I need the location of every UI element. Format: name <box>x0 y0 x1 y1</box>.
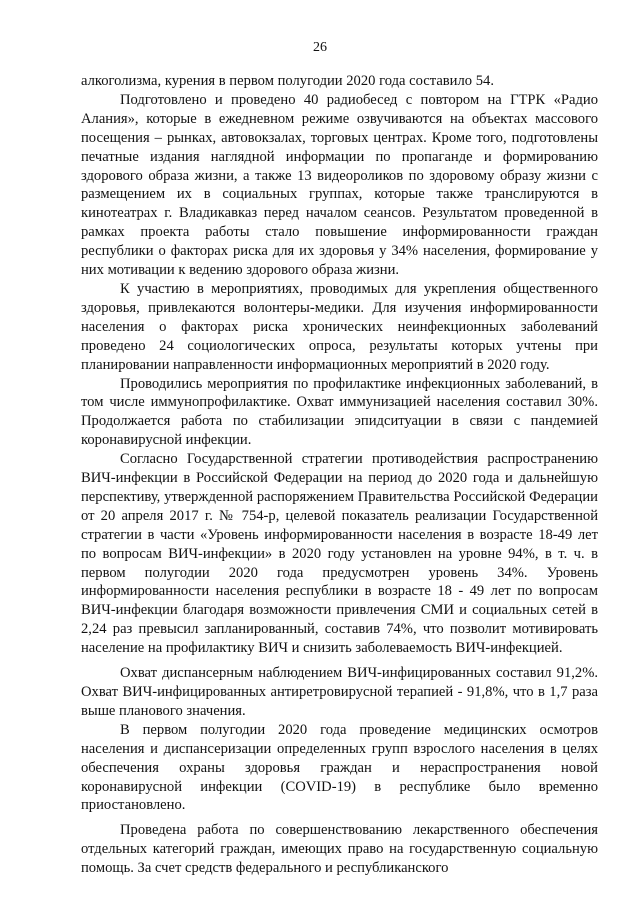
paragraph-radio-talks: Подготовлено и проведено 40 радиобесед с повтором на ГТРК «Радио Алания», которые в ежедневном режиме озвучиваются на объектах массового посещения – рынках, автовокзалах, торговых центрах. Кроме того, подготовлены печатные издания наглядной информации по пропаганде и формированию здорового образа жизни, а также 13 видеороликов по здоровому образу жизни с размещением их в социальных группах, которые также транслируются в кинотеатрах г. Владикавказ перед началом сеансов. Результатом проведенной в рамках проекта работы стало повышение информированности граждан республики о факторах риска для их здоровья у 34% населения, формирование у них мотивации к ведению здорового образа жизни. <box>81 91 598 279</box>
paragraph-infection-prevention: Проводились мероприятия по профилактике инфекционных заболеваний, в том числе иммунопрофилактике. Охват иммунизацией населения составил 30%. Продолжается работа по стабилизации эпидситуации в связи с пандемией коронавирусной инфекции. <box>81 375 598 449</box>
document-body <box>81 72 598 878</box>
page-number: 26 <box>313 40 327 55</box>
paragraph-volunteer-medics: К участию в мероприятиях, проводимых для укрепления общественного здоровья, привлекаются волонтеры-медики. Для изучения информированности населения о факторах риска хронических неинфекционных заболеваний проведено 24 социологических опроса, результаты которых учтены при планировании направленности информационных мероприятий в 2020 году. <box>81 280 598 373</box>
paragraph-hiv-strategy: Согласно Государственной стратегии противодействия распространению ВИЧ-инфекции в Российской Федерации на период до 2020 года и дальнейшую перспективу, утвержденной распоряжением Правительства Российской Федерации от 20 апреля 2017 г. № 754-р, целевой показатель реализации Государственной стратегии в части «Уровень информированности населения в возрасте 18-49 лет по вопросам ВИЧ-инфекции» в 2020 году установлен на уровне 94%, в т. ч. в первом полугодии 2020 года предусмотрен уровень 34%. Уровень информированности населения республики в возрасте 18 - 49 лет по вопросам ВИЧ-инфекции благодаря возможности привлечения СМИ и социальных сетей в 2,24 раз превысил запланированный, составив 74%, что позволит мотивировать население на профилактику ВИЧ и снизить заболеваемость ВИЧ-инфекцией. <box>81 451 598 657</box>
paragraph-continuation: алкоголизма, курения в первом полугодии 2020 года составило 54. <box>81 73 494 89</box>
paragraph-drug-provision: Проведена работа по совершенствованию лекарственного обеспечения отдельных категорий граждан, имеющих право на государственную социальную помощь. За счет средств федерального и республиканского <box>81 822 598 877</box>
paragraph-medical-exams: В первом полугодии 2020 года проведение медицинских осмотров населения и диспансеризации определенных групп взрослого населения в целях обеспечения охраны здоровья граждан и нераспространения новой коронавирусной инфекции (COVID-19) в республике было временно приостановлено. <box>81 721 598 814</box>
paragraph-hiv-coverage: Охват диспансерным наблюдением ВИЧ-инфицированных составил 91,2%. Охват ВИЧ-инфицированных антиретровирусной терапией - 91,8%, что в 1,7 раза выше планового значения. <box>81 665 598 719</box>
